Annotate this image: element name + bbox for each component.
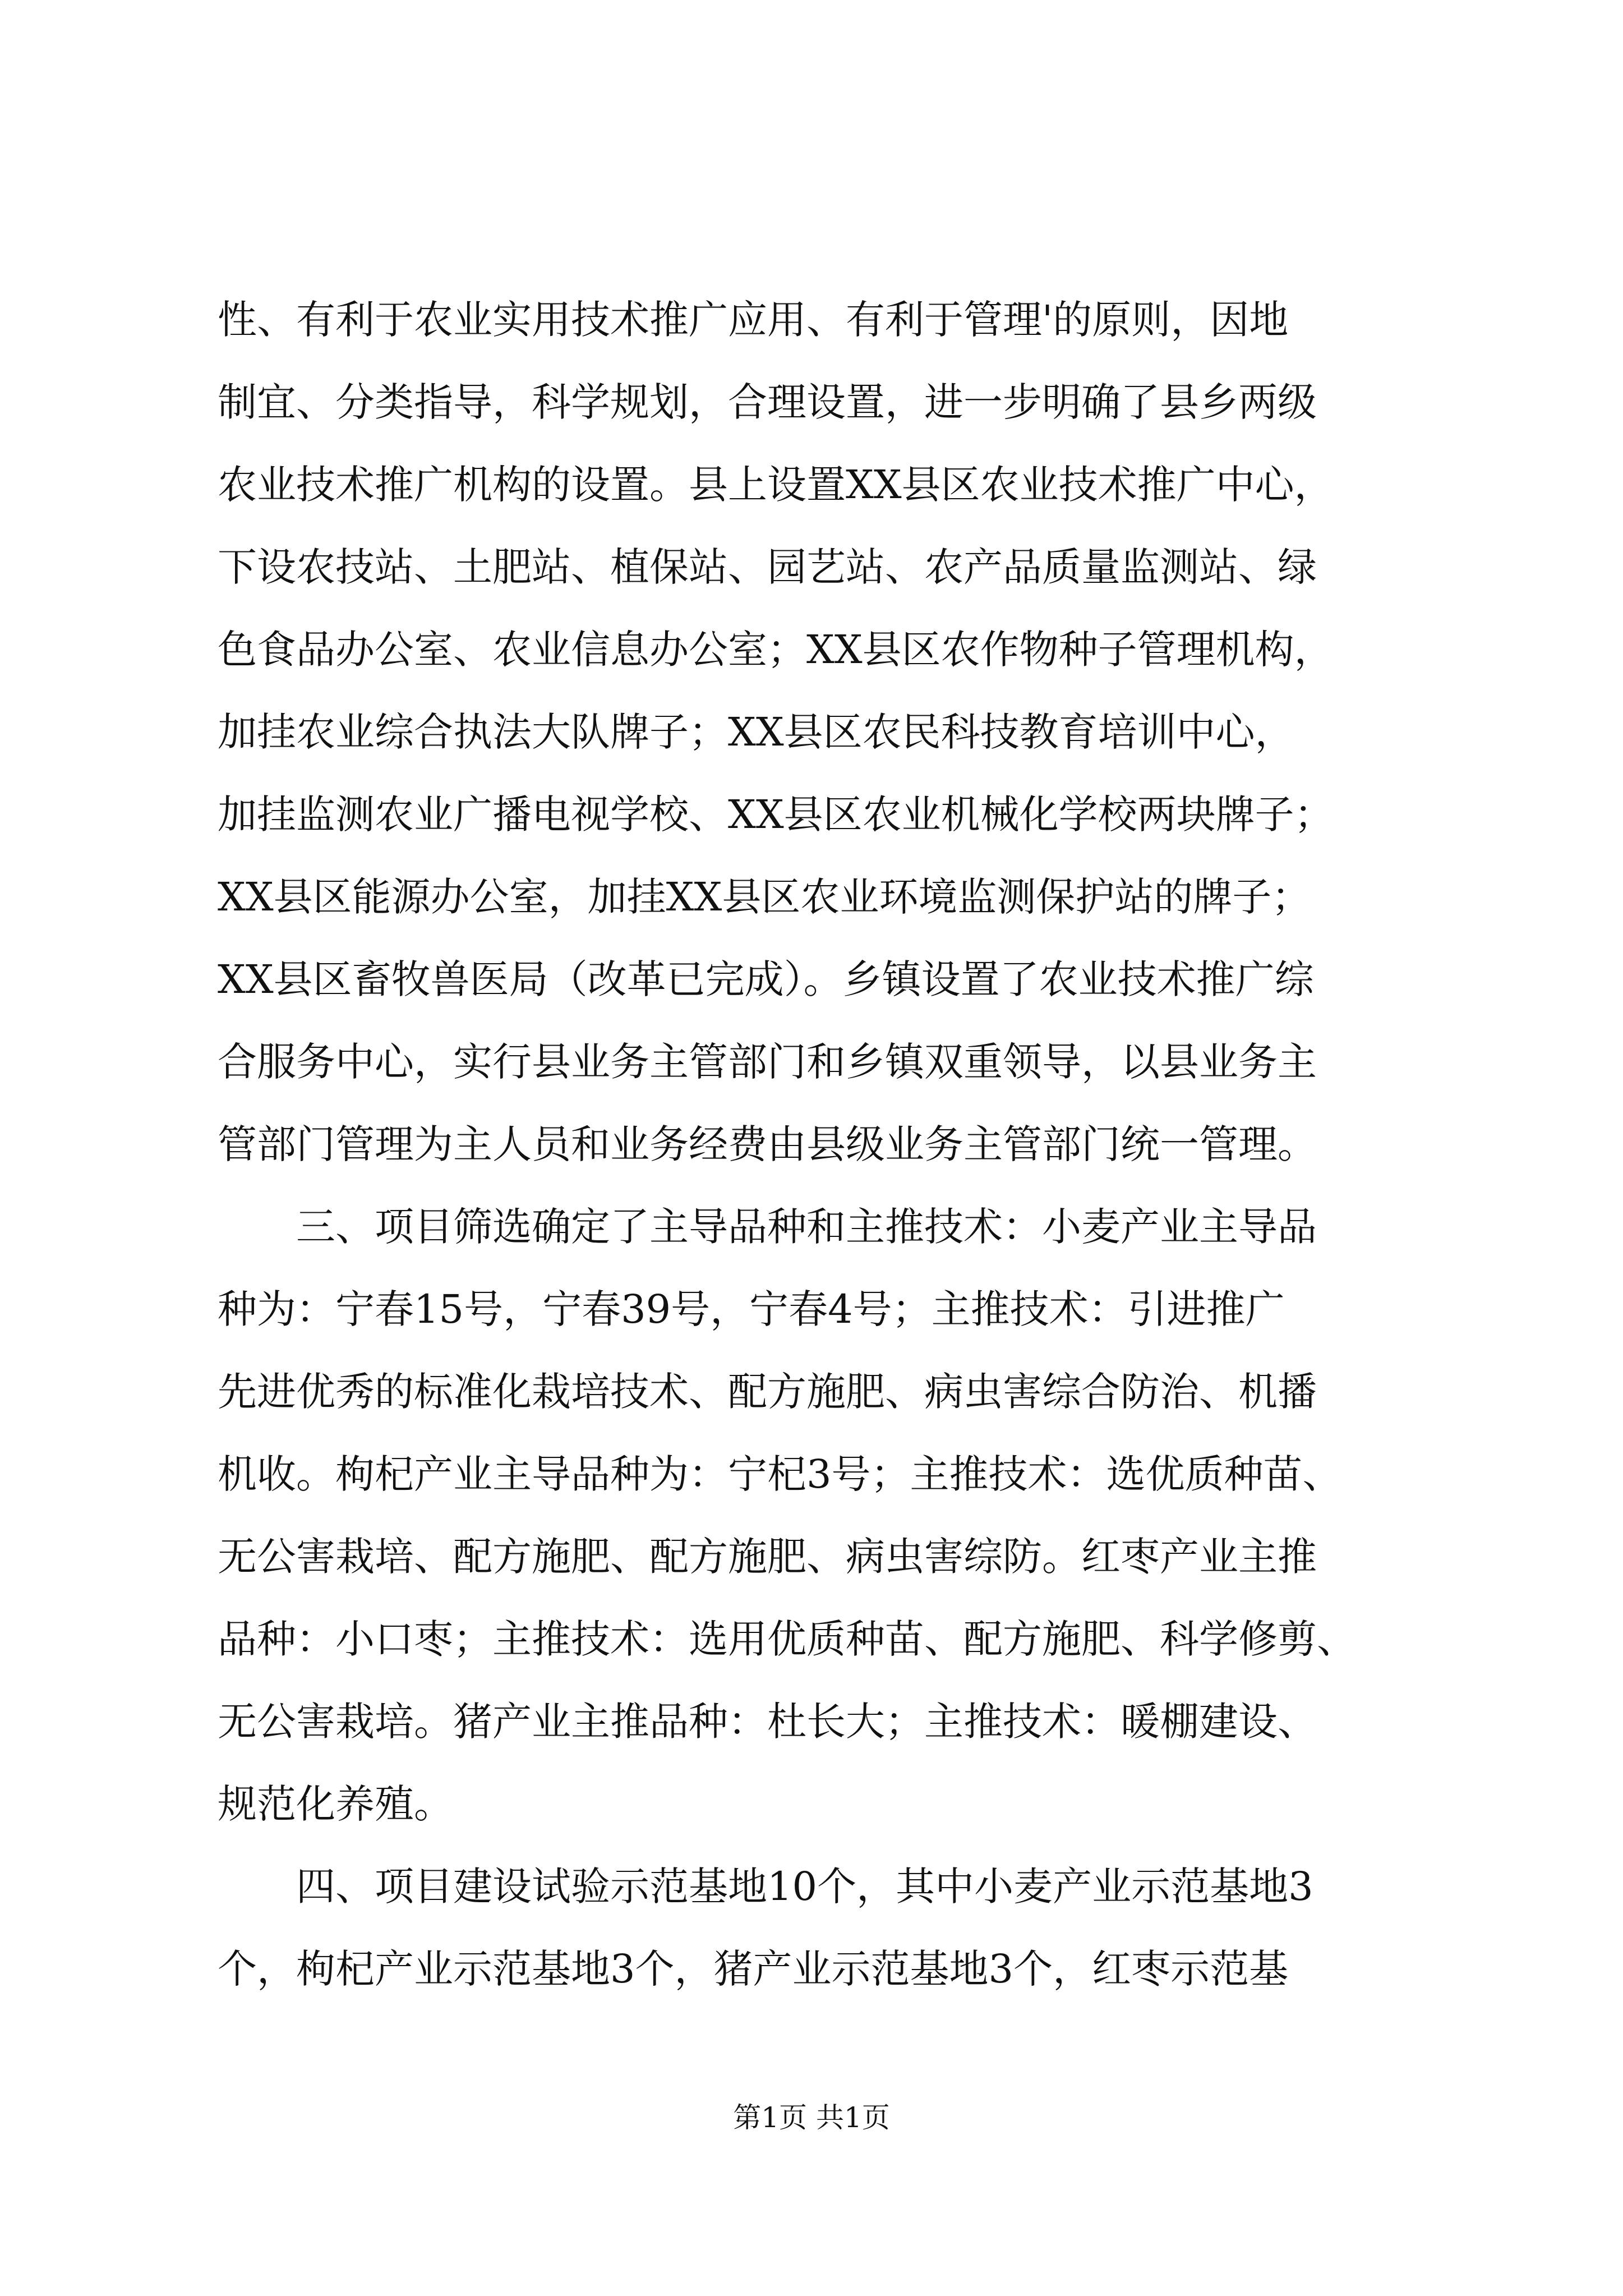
text-line: XX县区能源办公室，加挂XX县区农业环境监测保护站的牌子； <box>218 874 1311 920</box>
text-line: 机收。枸杞产业主导品种为：宁杞3号；主推技术：选优质种苗、 <box>218 1451 1342 1497</box>
paragraph-start-line: 四、项目建设试验示范基地10个，其中小麦产业示范基地3 <box>218 1864 1313 1910</box>
text-line: 管部门管理为主人员和业务经费由县级业务主管部门统一管理。 <box>218 1121 1317 1167</box>
text-line: XX县区畜牧兽医局（改革已完成）。乡镇设置了农业技术推广综 <box>218 956 1314 1002</box>
text-line: 品种：小口枣；主推技术：选用优质种苗、配方施肥、科学修剪、 <box>218 1616 1356 1662</box>
text-line: 性、有利于农业实用技术推广应用、有利于管理'的原则，因地 <box>218 297 1289 343</box>
text-line: 种为：宁春15号，宁春39号，宁春4号；主推技术：引进推广 <box>218 1286 1285 1332</box>
text-line: 合服务中心，实行县业务主管部门和乡镇双重领导，以县业务主 <box>218 1039 1317 1085</box>
paragraph-start-line: 三、项目筛选确定了主导品种和主推技术：小麦产业主导品 <box>218 1204 1317 1250</box>
text-line: 加挂农业综合执法大队牌子；XX县区农民科技教育培训中心， <box>218 709 1294 755</box>
body-text <box>218 297 1418 2029</box>
text-line: 无公害栽培。猪产业主推品种：杜长大；主推技术：暖棚建设、 <box>218 1699 1317 1745</box>
text-line: 色食品办公室、农业信息办公室；XX县区农作物种子管理机构， <box>218 627 1334 673</box>
text-line: 制宜、分类指导，科学规划，合理设置，进一步明确了县乡两级 <box>218 379 1317 425</box>
text-line: 规范化养殖。 <box>218 1781 453 1827</box>
text-line: 先进优秀的标准化栽培技术、配方施肥、病虫害综合防治、机播 <box>218 1369 1317 1415</box>
text-line: 下设农技站、土肥站、植保站、园艺站、农产品质量监测站、绿 <box>218 544 1317 590</box>
text-line: 加挂监测农业广播电视学校、XX县区农业机械化学校两块牌子； <box>218 792 1334 838</box>
page-footer: 第1页 共1页 <box>733 2101 890 2134</box>
text-line: 农业技术推广机构的设置。县上设置XX县区农业技术推广中心， <box>218 462 1334 508</box>
text-line: 个，枸杞产业示范基地3个，猪产业示范基地3个，红枣示范基 <box>218 1946 1289 1992</box>
text-line: 无公害栽培、配方施肥、配方施肥、病虫害综防。红枣产业主推 <box>218 1534 1317 1580</box>
